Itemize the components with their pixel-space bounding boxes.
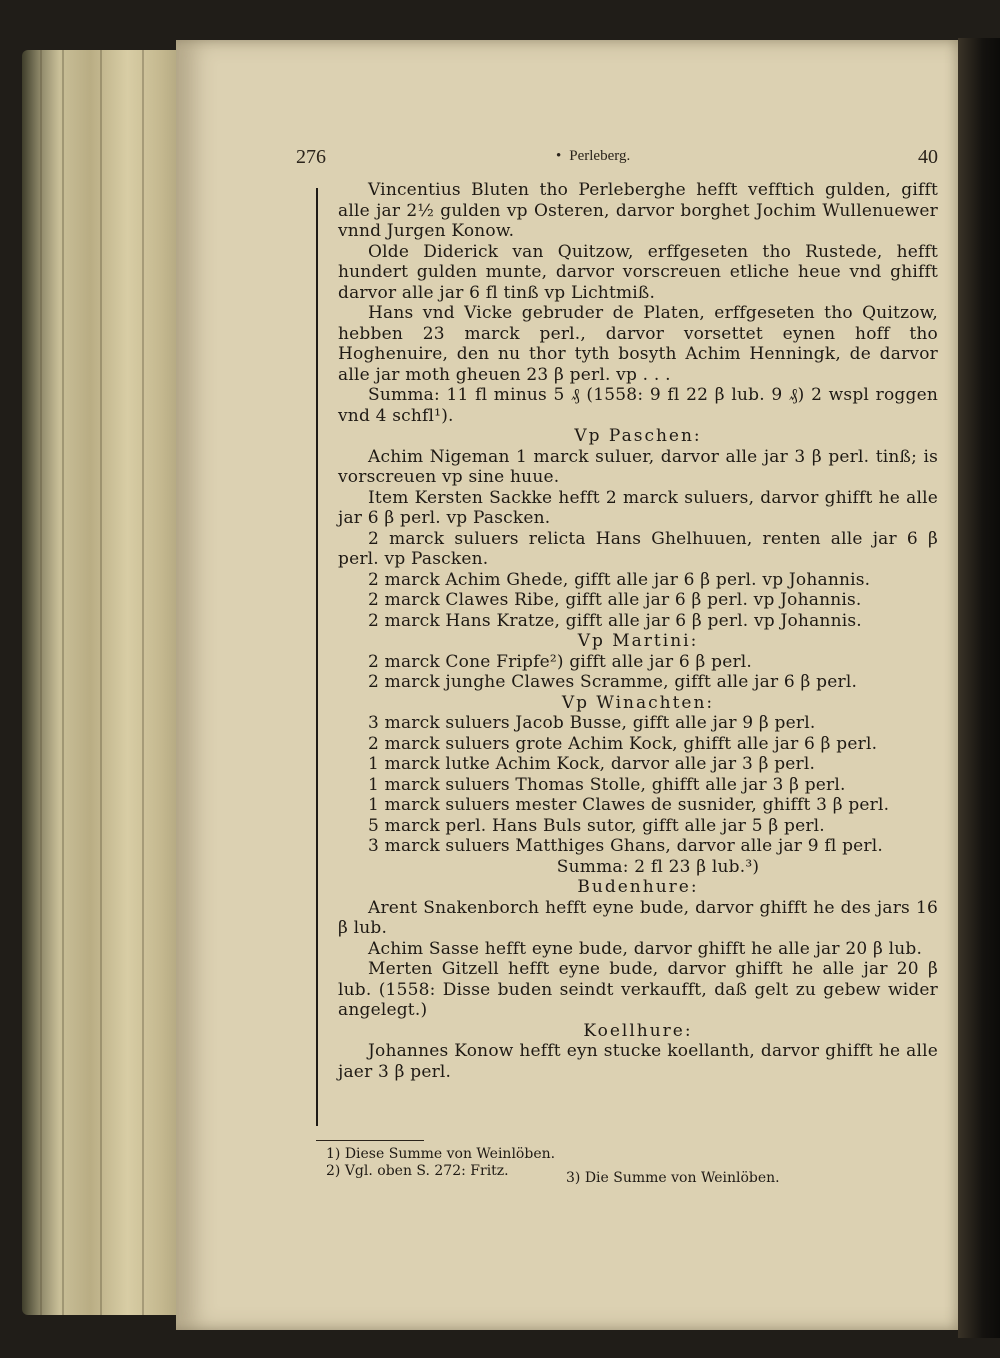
paragraph: Achim Sasse hefft eyne bude, darvor ghifft he alle jar 20 β lub. — [368, 938, 923, 959]
entry-line: 3 marck suluers Jacob Busse, gifft alle jar 9 β perl. — [368, 713, 816, 733]
summa-line: Summa: 11 fl minus 5 ₰ (1558: 9 fl 22 β lub. 9 ₰) 2 wspl roggen vnd 4 schfl¹). — [338, 385, 938, 426]
footnote-rule — [316, 1140, 424, 1141]
page-header — [296, 146, 938, 172]
running-title-text: Perleberg. — [569, 148, 631, 164]
entry-line: 1 marck lutke Achim Kock, darvor alle jar 3 β perl. — [368, 754, 816, 774]
entry-line: 2 marck junghe Clawes Scramme, gifft alle jar 6 β perl. — [368, 672, 858, 692]
section-heading-koellhure: Koellhure: — [583, 1020, 693, 1041]
entry-line: 2 marck Achim Ghede, gifft alle jar 6 β perl. vp Johannis. — [368, 569, 871, 590]
paragraph: Olde Diderick van Quitzow, erffgeseten tho Rustede, hefft hundert gulden munte, darvor vorscreuen etliche heue vnd ghifft darvor alle jar 6 fl tinß vp Lichtmiß. — [338, 241, 938, 303]
section-heading-martini: Vp Martini: — [577, 631, 699, 651]
section-heading-winachten: Vp Winachten: — [561, 692, 715, 713]
paragraph: Merten Gitzell hefft eyne bude, darvor ghifft he alle jar 20 β lub. (1558: Disse buden seindt verkaufft, daß gelt zu gebew wider angelegt.) — [338, 959, 938, 1020]
footnotes — [326, 1146, 846, 1186]
entry-line: 2 marck Clawes Ribe, gifft alle jar 6 β perl. vp Johannis. — [368, 590, 862, 610]
page-gutter-shadow — [958, 38, 1000, 1338]
page-number: 276 — [296, 146, 326, 168]
section-heading-paschen: Vp Paschen: — [574, 426, 702, 446]
entry-line: 5 marck perl. Hans Buls sutor, gifft alle jar 5 β perl. — [368, 815, 825, 836]
footnote-1: 1) Diese Summe von Weinlöben. — [326, 1146, 556, 1162]
footnote-2: 2) Vgl. oben S. 272: Fritz. — [326, 1163, 509, 1179]
entry-line: 2 marck suluers grote Achim Kock, ghifft alle jar 6 β perl. — [368, 733, 878, 754]
body-text — [338, 180, 938, 1082]
paragraph: Item Kersten Sackke hefft 2 marck suluers, darvor ghifft he alle jar 6 β perl. vp Pascken. — [338, 487, 938, 528]
entry-line: 1 marck suluers Thomas Stolle, ghifft alle jar 3 β perl. — [368, 774, 846, 795]
margin-rule — [316, 188, 318, 1126]
entry-line: 2 marck Cone Fripfe²) gifft alle jar 6 β perl. — [368, 651, 753, 672]
running-title: • Perleberg. — [556, 148, 631, 164]
folio-number: 40 — [918, 146, 938, 168]
paragraph: Johannes Konow hefft eyn stucke koellanth, darvor ghifft he alle jaer 3 β perl. — [338, 1041, 938, 1082]
paragraph: Achim Nigeman 1 marck suluer, darvor alle jar 3 β perl. tinß; is vorscreuen vp sine huue. — [338, 446, 938, 487]
paragraph: 2 marck suluers relicta Hans Ghelhuuen, renten alle jar 6 β perl. vp Pascken. — [338, 528, 938, 569]
paragraph: Hans vnd Vicke gebruder de Platen, erffgeseten tho Quitzow, hebben 23 marck perl., darvor vorsettet eynen hoff tho Hoghenuire, den nu thor tyth bosyth Achim Henningk, de darvor alle jar moth gheuen 23 β perl. vp . . . — [338, 303, 938, 385]
paragraph: Vincentius Bluten tho Perleberghe hefft vefftich gulden, gifft alle jar 2½ gulden vp Osteren, darvor borghet Jochim Wullenuewer vnnd Jurgen Konow. — [338, 180, 938, 241]
paragraph: Arent Snakenborch hefft eyne bude, darvor ghifft he des jars 16 β lub. — [338, 897, 938, 938]
footnote-3: 3) Die Summe von Weinlöben. — [566, 1170, 780, 1186]
book-page-edges — [22, 50, 192, 1315]
entry-line: 1 marck suluers mester Clawes de susnider, ghifft 3 β perl. — [368, 795, 890, 815]
entry-line: 2 marck Hans Kratze, gifft alle jar 6 β perl. vp Johannis. — [368, 610, 862, 631]
section-heading-budenhure: Budenhure: — [577, 877, 699, 897]
summa-total: Summa: 2 fl 23 β lub.³) — [556, 856, 760, 877]
entry-line: 3 marck suluers Matthiges Ghans, darvor alle jar 9 fl perl. — [368, 836, 883, 856]
